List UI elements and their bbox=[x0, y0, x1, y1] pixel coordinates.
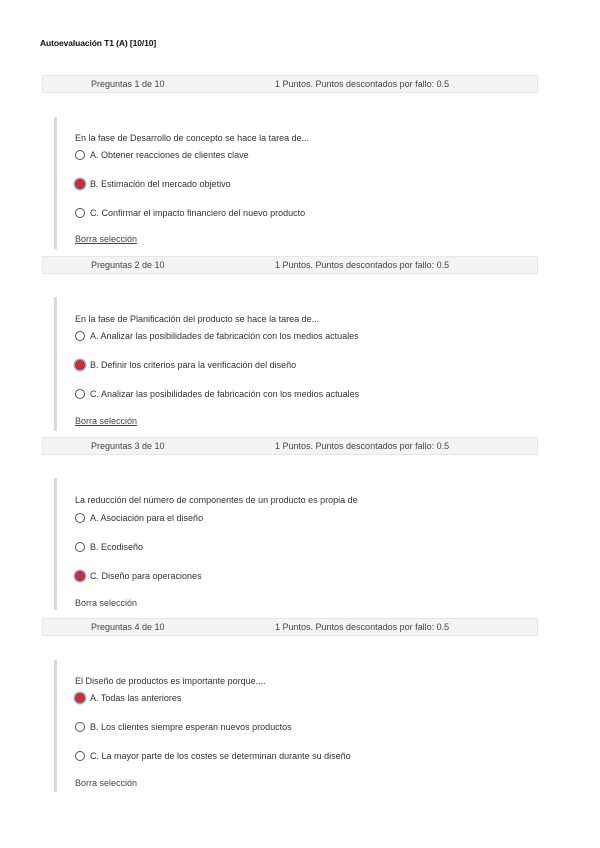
option-a[interactable] bbox=[75, 512, 203, 524]
option-a[interactable] bbox=[75, 330, 359, 342]
question-header-1 bbox=[42, 75, 538, 93]
radio-button[interactable] bbox=[75, 389, 85, 399]
radio-button[interactable] bbox=[75, 208, 85, 218]
option-label: B. Ecodiseño bbox=[90, 542, 144, 552]
question-text: El Diseño de productos es importante porque.... bbox=[75, 676, 266, 686]
option-label: C. Analizar las posibilidades de fabricación con los medios actuales bbox=[90, 389, 360, 399]
question-body-2 bbox=[54, 297, 524, 431]
option-c[interactable] bbox=[75, 207, 305, 219]
question-body-1 bbox=[54, 117, 524, 249]
question-points: 1 Puntos. Puntos descontados por fallo: 0.5 bbox=[275, 79, 450, 89]
question-points: 1 Puntos. Puntos descontados por fallo: 0.5 bbox=[275, 622, 450, 632]
option-c[interactable] bbox=[75, 388, 359, 400]
radio-button[interactable] bbox=[75, 150, 85, 160]
radio-button[interactable] bbox=[75, 542, 85, 552]
radio-button[interactable] bbox=[75, 722, 85, 732]
option-label: B. Definir los criterios para la verificación del diseño bbox=[90, 360, 297, 370]
option-label: A. Analizar las posibilidades de fabricación con los medios actuales bbox=[90, 331, 359, 341]
radio-button[interactable] bbox=[75, 751, 85, 761]
option-b[interactable] bbox=[75, 721, 292, 733]
clear-selection-link[interactable]: Borra selección bbox=[75, 778, 138, 788]
radio-button-selected[interactable] bbox=[75, 179, 85, 189]
option-a[interactable] bbox=[75, 692, 181, 704]
radio-button[interactable] bbox=[75, 331, 85, 341]
option-b[interactable] bbox=[75, 359, 296, 371]
question-points: 1 Puntos. Puntos descontados por fallo: 0.5 bbox=[275, 441, 450, 451]
option-c[interactable] bbox=[75, 750, 351, 762]
question-body-4 bbox=[54, 660, 524, 792]
clear-selection-link[interactable]: Borra selección bbox=[75, 416, 138, 426]
option-label: C. Confirmar el impacto financiero del nuevo producto bbox=[90, 208, 306, 218]
option-b[interactable] bbox=[75, 541, 143, 553]
option-c[interactable] bbox=[75, 570, 202, 582]
question-number: Preguntas 2 de 10 bbox=[91, 260, 165, 270]
question-text: En la fase de Planificación del producto se hace la tarea de... bbox=[75, 314, 320, 324]
option-label: B. Los clientes siempre esperan nuevos productos bbox=[90, 722, 292, 732]
clear-selection-link[interactable]: Borra selección bbox=[75, 234, 138, 244]
question-body-3 bbox=[54, 478, 524, 610]
question-text: La reducción del número de componentes de un producto es propia de bbox=[75, 495, 358, 505]
option-label: B. Estimación del mercado objetivo bbox=[90, 179, 231, 189]
question-header-2 bbox=[42, 256, 538, 274]
option-label: C. La mayor parte de los costes se determinan durante su diseño bbox=[90, 751, 351, 761]
option-label: A. Obtener reacciones de clientes clave bbox=[90, 150, 249, 160]
question-number: Preguntas 3 de 10 bbox=[91, 441, 165, 451]
radio-button[interactable] bbox=[75, 513, 85, 523]
option-b[interactable] bbox=[75, 178, 231, 190]
question-number: Preguntas 1 de 10 bbox=[91, 79, 165, 89]
question-number: Preguntas 4 de 10 bbox=[91, 622, 165, 632]
page-title: Autoevaluación T1 (A) [10/10] bbox=[40, 38, 157, 48]
option-label: A. Todas las anteriores bbox=[90, 693, 182, 703]
radio-button-selected[interactable] bbox=[75, 571, 85, 581]
option-a[interactable] bbox=[75, 149, 249, 161]
question-header-4 bbox=[42, 618, 538, 636]
question-header-3 bbox=[42, 437, 538, 455]
question-points: 1 Puntos. Puntos descontados por fallo: 0.5 bbox=[275, 260, 450, 270]
radio-button-selected[interactable] bbox=[75, 360, 85, 370]
option-label: C. Diseño para operaciones bbox=[90, 571, 202, 581]
option-label: A. Asociación para el diseño bbox=[90, 513, 204, 523]
question-text: En la fase de Desarrollo de concepto se hace la tarea de... bbox=[75, 133, 310, 143]
clear-selection-link[interactable]: Borra selección bbox=[75, 598, 138, 608]
radio-button-selected[interactable] bbox=[75, 693, 85, 703]
